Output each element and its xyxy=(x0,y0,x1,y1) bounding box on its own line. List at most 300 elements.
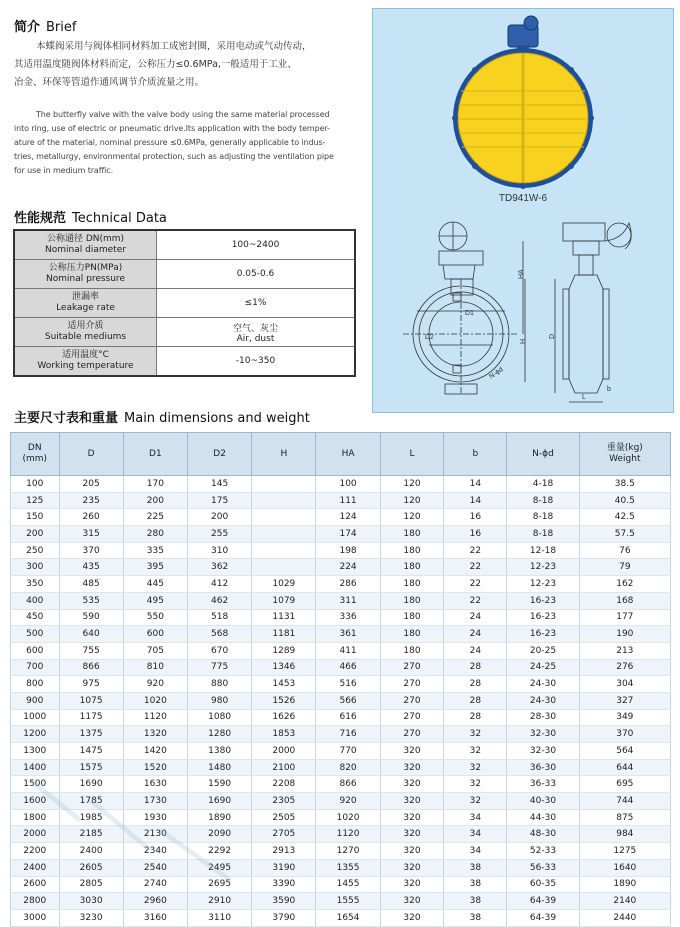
dims-cell: 1455 xyxy=(316,876,380,893)
nd-label: N-ϕd xyxy=(488,366,505,381)
dims-cell: 180 xyxy=(380,626,444,643)
dims-cell: 198 xyxy=(316,542,380,559)
dims-cell: 320 xyxy=(380,909,444,926)
dims-cell: 320 xyxy=(380,809,444,826)
dims-cell: 38 xyxy=(444,859,507,876)
tech-title-cn: 性能规范 xyxy=(14,211,67,226)
dims-cell: 180 xyxy=(380,609,444,626)
dims-cell: 775 xyxy=(187,659,251,676)
tech-row xyxy=(14,318,355,347)
dims-cell: 200 xyxy=(187,509,251,526)
dims-cell: 1626 xyxy=(252,709,316,726)
dims-cell: 12-23 xyxy=(507,559,579,576)
tech-label xyxy=(14,347,157,377)
dims-cell xyxy=(252,559,316,576)
dims-row xyxy=(11,626,671,643)
dims-cell: 32 xyxy=(444,776,507,793)
dims-cell: 810 xyxy=(123,659,187,676)
front-view-drawing xyxy=(403,222,525,394)
tech-label xyxy=(14,260,157,289)
dims-cell: 320 xyxy=(380,776,444,793)
dims-row xyxy=(11,843,671,860)
tech-row xyxy=(14,260,355,289)
dims-cell: 1890 xyxy=(187,809,251,826)
dims-cell: 14 xyxy=(444,476,507,493)
dims-row xyxy=(11,609,671,626)
brief-en-line: for use in medium traffic. xyxy=(14,166,114,175)
dims-cell: 260 xyxy=(59,509,123,526)
figure-caption: TD941W-6 xyxy=(498,193,548,204)
dims-cell: 1375 xyxy=(59,726,123,743)
dims-cell: 28 xyxy=(444,692,507,709)
dims-cell: 180 xyxy=(380,642,444,659)
dims-cell: 1555 xyxy=(316,893,380,910)
dims-cell: 16 xyxy=(444,509,507,526)
dims-cell: 1181 xyxy=(252,626,316,643)
dims-header-line: b xyxy=(472,448,479,459)
dims-cell: 755 xyxy=(59,642,123,659)
dims-cell: 1346 xyxy=(252,659,316,676)
dims-cell: 349 xyxy=(579,709,670,726)
dims-cell: 64-39 xyxy=(507,909,579,926)
dims-cell: 320 xyxy=(380,759,444,776)
dims-cell: 568 xyxy=(187,626,251,643)
dims-cell: 16-23 xyxy=(507,592,579,609)
dims-cell: 38.5 xyxy=(579,476,670,493)
tech-value-line: 100~2400 xyxy=(231,240,280,250)
dims-cell: 180 xyxy=(380,526,444,543)
dims-cell: 1475 xyxy=(59,743,123,760)
dims-cell xyxy=(252,542,316,559)
tech-value-line: Air, dust xyxy=(236,333,275,344)
dims-header-cell xyxy=(252,433,316,476)
dims-row xyxy=(11,676,671,693)
dims-cell: 28 xyxy=(444,659,507,676)
tech-row xyxy=(14,347,355,377)
tech-label xyxy=(14,289,157,318)
dims-cell: 38 xyxy=(444,876,507,893)
dims-cell: 36-33 xyxy=(507,776,579,793)
dims-cell: 411 xyxy=(316,642,380,659)
dims-cell: 1000 xyxy=(11,709,60,726)
dims-cell: 820 xyxy=(316,759,380,776)
dims-cell: 315 xyxy=(59,526,123,543)
dims-cell: 1690 xyxy=(187,793,251,810)
dims-cell: 42.5 xyxy=(579,509,670,526)
dims-header-cell xyxy=(316,433,380,476)
dims-cell: 24 xyxy=(444,609,507,626)
dims-cell: 16 xyxy=(444,526,507,543)
dims-row xyxy=(11,759,671,776)
dims-cell: 2140 xyxy=(579,893,670,910)
dims-cell: 1575 xyxy=(59,759,123,776)
dims-cell: 2740 xyxy=(123,876,187,893)
dims-header-cell xyxy=(187,433,251,476)
dims-row xyxy=(11,526,671,543)
brief-en-line: tries, metallurgy, environmental protection, such as adjusting the ventilation pipe xyxy=(14,152,334,161)
dims-cell: 1080 xyxy=(187,709,251,726)
dims-cell: 16-23 xyxy=(507,626,579,643)
dims-cell: 1640 xyxy=(579,859,670,876)
dims-cell: 320 xyxy=(380,859,444,876)
dims-cell: 1200 xyxy=(11,726,60,743)
dims-cell: 1355 xyxy=(316,859,380,876)
dims-cell: 335 xyxy=(123,542,187,559)
tech-label xyxy=(14,318,157,347)
dims-cell: 150 xyxy=(11,509,60,526)
dims-header-line: N-ϕd xyxy=(532,448,554,459)
dims-cell: 60-35 xyxy=(507,876,579,893)
dims-cell: 1500 xyxy=(11,776,60,793)
dims-cell: 984 xyxy=(579,826,670,843)
dims-cell xyxy=(252,526,316,543)
dims-cell: 495 xyxy=(123,592,187,609)
dims-cell: 8-18 xyxy=(507,509,579,526)
dims-cell: 8-18 xyxy=(507,492,579,509)
dims-cell: 1800 xyxy=(11,809,60,826)
dims-cell: 304 xyxy=(579,676,670,693)
dims-cell: 44-30 xyxy=(507,809,579,826)
dims-cell: 22 xyxy=(444,559,507,576)
dims-cell: 300 xyxy=(11,559,60,576)
dims-cell: 880 xyxy=(187,676,251,693)
tech-row xyxy=(14,230,355,260)
dims-header-line: L xyxy=(409,448,415,459)
dims-cell: 500 xyxy=(11,626,60,643)
dims-cell: 362 xyxy=(187,559,251,576)
dims-cell xyxy=(252,492,316,509)
d1-label: D1 xyxy=(465,310,474,317)
dims-cell: 100 xyxy=(11,476,60,493)
dims-cell: 310 xyxy=(187,542,251,559)
dims-cell: 2305 xyxy=(252,793,316,810)
tech-label xyxy=(14,230,157,260)
dims-cell: 320 xyxy=(380,876,444,893)
dims-cell: 3790 xyxy=(252,909,316,926)
dims-cell: 12-18 xyxy=(507,542,579,559)
tech-label-cn: 适用温度°C xyxy=(62,350,109,360)
dims-cell: 180 xyxy=(380,559,444,576)
dims-cell: 2495 xyxy=(187,859,251,876)
dims-row xyxy=(11,909,671,926)
dims-header-cell xyxy=(123,433,187,476)
h-label: H xyxy=(520,338,527,344)
tech-label-en: Nominal pressure xyxy=(46,274,125,284)
dims-cell: 980 xyxy=(187,692,251,709)
dims-cell: 2600 xyxy=(11,876,60,893)
dims-cell: 250 xyxy=(11,542,60,559)
dims-cell: 640 xyxy=(59,626,123,643)
dims-cell: 311 xyxy=(316,592,380,609)
dims-cell: 168 xyxy=(579,592,670,609)
dims-cell: 52-33 xyxy=(507,843,579,860)
dims-cell: 280 xyxy=(123,526,187,543)
dims-cell: 200 xyxy=(11,526,60,543)
dims-cell: 1020 xyxy=(316,809,380,826)
dims-cell: 350 xyxy=(11,576,60,593)
dims-cell: 40-30 xyxy=(507,793,579,810)
dims-row xyxy=(11,592,671,609)
dims-cell: 1730 xyxy=(123,793,187,810)
tech-label-en: Suitable mediums xyxy=(44,332,127,342)
dims-cell: 1526 xyxy=(252,692,316,709)
dims-cell: 79 xyxy=(579,559,670,576)
dims-cell: 100 xyxy=(316,476,380,493)
dims-cell: 1400 xyxy=(11,759,60,776)
dims-cell: 76 xyxy=(579,542,670,559)
dims-cell: 24-30 xyxy=(507,676,579,693)
dims-cell: 24-25 xyxy=(507,659,579,676)
dims-cell: 1985 xyxy=(59,809,123,826)
dims-cell: 34 xyxy=(444,809,507,826)
brief-en-line: The butterfly valve with the valve body using the same material processed xyxy=(36,110,330,119)
dims-cell: 32-30 xyxy=(507,743,579,760)
dims-cell: 3390 xyxy=(252,876,316,893)
dims-cell: 644 xyxy=(579,759,670,776)
dims-cell: 2695 xyxy=(187,876,251,893)
dims-cell: 120 xyxy=(380,509,444,526)
dims-cell: 670 xyxy=(187,642,251,659)
dims-cell: 1600 xyxy=(11,793,60,810)
dims-title-cn: 主要尺寸表和重量 xyxy=(14,411,119,426)
dims-header-line: (mm) xyxy=(22,454,48,464)
tech-value xyxy=(157,347,356,377)
dims-cell: 395 xyxy=(123,559,187,576)
dims-cell: 1320 xyxy=(123,726,187,743)
dims-cell: 22 xyxy=(444,576,507,593)
d2-label: D2 xyxy=(425,334,434,341)
dims-row xyxy=(11,776,671,793)
dims-row xyxy=(11,826,671,843)
dims-cell: 3160 xyxy=(123,909,187,926)
dims-cell: 2292 xyxy=(187,843,251,860)
dims-cell: 28 xyxy=(444,676,507,693)
dims-cell: 875 xyxy=(579,809,670,826)
dims-cell: 1480 xyxy=(187,759,251,776)
dims-cell: 125 xyxy=(11,492,60,509)
dims-cell: 28 xyxy=(444,709,507,726)
dims-cell: 32 xyxy=(444,726,507,743)
tech-row xyxy=(14,289,355,318)
tech-value-line: 空气、灰尘 xyxy=(232,323,278,334)
dims-header-line: DN xyxy=(27,443,42,453)
dims-cell: 2960 xyxy=(123,893,187,910)
tech-value-line: ≤1% xyxy=(244,298,267,308)
dims-cell: 2100 xyxy=(252,759,316,776)
dims-cell: 1690 xyxy=(59,776,123,793)
dims-cell: 177 xyxy=(579,609,670,626)
dims-cell: 34 xyxy=(444,826,507,843)
dims-cell: 336 xyxy=(316,609,380,626)
side-view-drawing xyxy=(555,223,631,402)
dims-row xyxy=(11,642,671,659)
dims-cell: 270 xyxy=(380,692,444,709)
dims-row xyxy=(11,509,671,526)
tech-label-en: Working temperature xyxy=(37,361,134,371)
brief-en-line: into ring, use of electric or pneumatic drive.Its application with the body temper- xyxy=(14,124,330,133)
dims-cell: 32 xyxy=(444,743,507,760)
dims-cell: 200 xyxy=(123,492,187,509)
dims-cell: 866 xyxy=(59,659,123,676)
dims-cell: 2200 xyxy=(11,843,60,860)
dims-cell: 36-30 xyxy=(507,759,579,776)
dims-header-cell xyxy=(59,433,123,476)
dims-cell: 34 xyxy=(444,843,507,860)
dims-cell: 213 xyxy=(579,642,670,659)
dims-cell: 1131 xyxy=(252,609,316,626)
dims-cell: 564 xyxy=(579,743,670,760)
dims-cell: 270 xyxy=(380,676,444,693)
dims-cell: 2340 xyxy=(123,843,187,860)
dims-cell: 22 xyxy=(444,592,507,609)
brief-title-cn: 简介 xyxy=(14,20,41,35)
dims-cell: 1453 xyxy=(252,676,316,693)
dims-cell: 16-23 xyxy=(507,609,579,626)
dims-cell: 205 xyxy=(59,476,123,493)
dims-cell: 2000 xyxy=(252,743,316,760)
dims-row xyxy=(11,692,671,709)
dims-cell: 400 xyxy=(11,592,60,609)
dims-cell: 320 xyxy=(380,843,444,860)
dims-row xyxy=(11,726,671,743)
dims-cell: 255 xyxy=(187,526,251,543)
dims-row xyxy=(11,559,671,576)
dims-header-cell xyxy=(11,433,60,476)
dims-cell: 3230 xyxy=(59,909,123,926)
dims-cell: 1020 xyxy=(123,692,187,709)
dims-cell: 162 xyxy=(579,576,670,593)
dims-cell: 412 xyxy=(187,576,251,593)
dims-cell: 1420 xyxy=(123,743,187,760)
dims-cell: 2805 xyxy=(59,876,123,893)
dims-cell: 616 xyxy=(316,709,380,726)
tech-label-en: Leakage rate xyxy=(56,303,115,313)
dims-cell: 1930 xyxy=(123,809,187,826)
front-view-labels xyxy=(425,269,527,381)
dims-cell: 744 xyxy=(579,793,670,810)
dims-row xyxy=(11,793,671,810)
dims-cell: 124 xyxy=(316,509,380,526)
dims-header-cell xyxy=(380,433,444,476)
b-label: b xyxy=(607,386,611,393)
dims-cell: 320 xyxy=(380,826,444,843)
dims-cell: 435 xyxy=(59,559,123,576)
dims-cell: 516 xyxy=(316,676,380,693)
dims-row xyxy=(11,893,671,910)
dims-cell: 2090 xyxy=(187,826,251,843)
dims-cell: 1853 xyxy=(252,726,316,743)
dims-cell: 1300 xyxy=(11,743,60,760)
dims-table xyxy=(10,432,671,927)
dims-cell: 4-18 xyxy=(507,476,579,493)
side-view-labels xyxy=(549,334,611,401)
dims-cell: 24 xyxy=(444,642,507,659)
dims-cell: 120 xyxy=(380,476,444,493)
dims-cell: 225 xyxy=(123,509,187,526)
dims-header-line: D2 xyxy=(213,448,226,459)
dims-cell: 550 xyxy=(123,609,187,626)
tech-value xyxy=(157,260,356,289)
dims-cell: 770 xyxy=(316,743,380,760)
dims-cell: 327 xyxy=(579,692,670,709)
dims-cell: 180 xyxy=(380,542,444,559)
dims-cell: 485 xyxy=(59,576,123,593)
dims-row xyxy=(11,492,671,509)
dims-cell: 320 xyxy=(380,793,444,810)
dims-header-line: D xyxy=(87,448,95,459)
dims-cell: 24 xyxy=(444,626,507,643)
dims-cell: 361 xyxy=(316,626,380,643)
dims-cell xyxy=(252,476,316,493)
dims-cell: 12-23 xyxy=(507,576,579,593)
tech-label-cn: 公称压力PN(MPa) xyxy=(48,263,123,273)
brief-cn-paragraph xyxy=(14,38,364,92)
tech-value xyxy=(157,230,356,260)
dims-cell: 3000 xyxy=(11,909,60,926)
tech-title-en: Technical Data xyxy=(72,211,167,226)
dims-header-row xyxy=(11,433,671,476)
dims-cell: 145 xyxy=(187,476,251,493)
dims-cell: 8-18 xyxy=(507,526,579,543)
dims-cell: 920 xyxy=(123,676,187,693)
dims-row xyxy=(11,476,671,493)
tech-value xyxy=(157,318,356,347)
dims-cell: 518 xyxy=(187,609,251,626)
brief-cn-line: 冶金、环保等管道作通风调节介质流量之用。 xyxy=(14,77,205,88)
dims-cell: 175 xyxy=(187,492,251,509)
dims-cell: 111 xyxy=(316,492,380,509)
dims-cell: 466 xyxy=(316,659,380,676)
dims-cell: 1120 xyxy=(316,826,380,843)
dims-header-line: H xyxy=(280,448,288,459)
dims-cell xyxy=(252,509,316,526)
brief-en-line: ature of the material, nominal pressure ≤0.6MPa, generally applicable to indus- xyxy=(14,138,326,147)
dims-title-en: Main dimensions and weight xyxy=(124,411,310,426)
dims-cell: 1380 xyxy=(187,743,251,760)
dims-cell: 1079 xyxy=(252,592,316,609)
dims-cell: 1275 xyxy=(579,843,670,860)
dims-cell: 270 xyxy=(380,659,444,676)
ha-label: HA xyxy=(518,269,525,279)
dims-row xyxy=(11,659,671,676)
dims-cell: 920 xyxy=(316,793,380,810)
dims-cell: 1289 xyxy=(252,642,316,659)
dims-cell: 1029 xyxy=(252,576,316,593)
dims-cell: 2400 xyxy=(59,843,123,860)
dims-cell: 3110 xyxy=(187,909,251,926)
tech-label-cn: 泄漏率 xyxy=(71,292,99,302)
brief-cn-line: 本蝶阀采用与阀体相同材料加工成密封圈，采用电动或气动传动， xyxy=(36,41,312,52)
dims-cell: 320 xyxy=(380,743,444,760)
tech-value xyxy=(157,289,356,318)
dims-cell: 3190 xyxy=(252,859,316,876)
dims-cell: 3030 xyxy=(59,893,123,910)
dims-cell: 64-39 xyxy=(507,893,579,910)
tech-label-cn: 公称通径 DN(mm) xyxy=(46,234,125,244)
tech-label-en: Nominal diameter xyxy=(45,245,126,255)
dims-cell: 600 xyxy=(11,642,60,659)
dims-cell: 450 xyxy=(11,609,60,626)
dims-cell: 695 xyxy=(579,776,670,793)
dims-cell: 57.5 xyxy=(579,526,670,543)
valve-illustration xyxy=(373,9,673,412)
dims-cell: 590 xyxy=(59,609,123,626)
dims-cell: 320 xyxy=(380,893,444,910)
dims-cell: 270 xyxy=(380,709,444,726)
dims-cell: 700 xyxy=(11,659,60,676)
brief-en-paragraph xyxy=(14,108,366,178)
dims-cell: 2505 xyxy=(252,809,316,826)
